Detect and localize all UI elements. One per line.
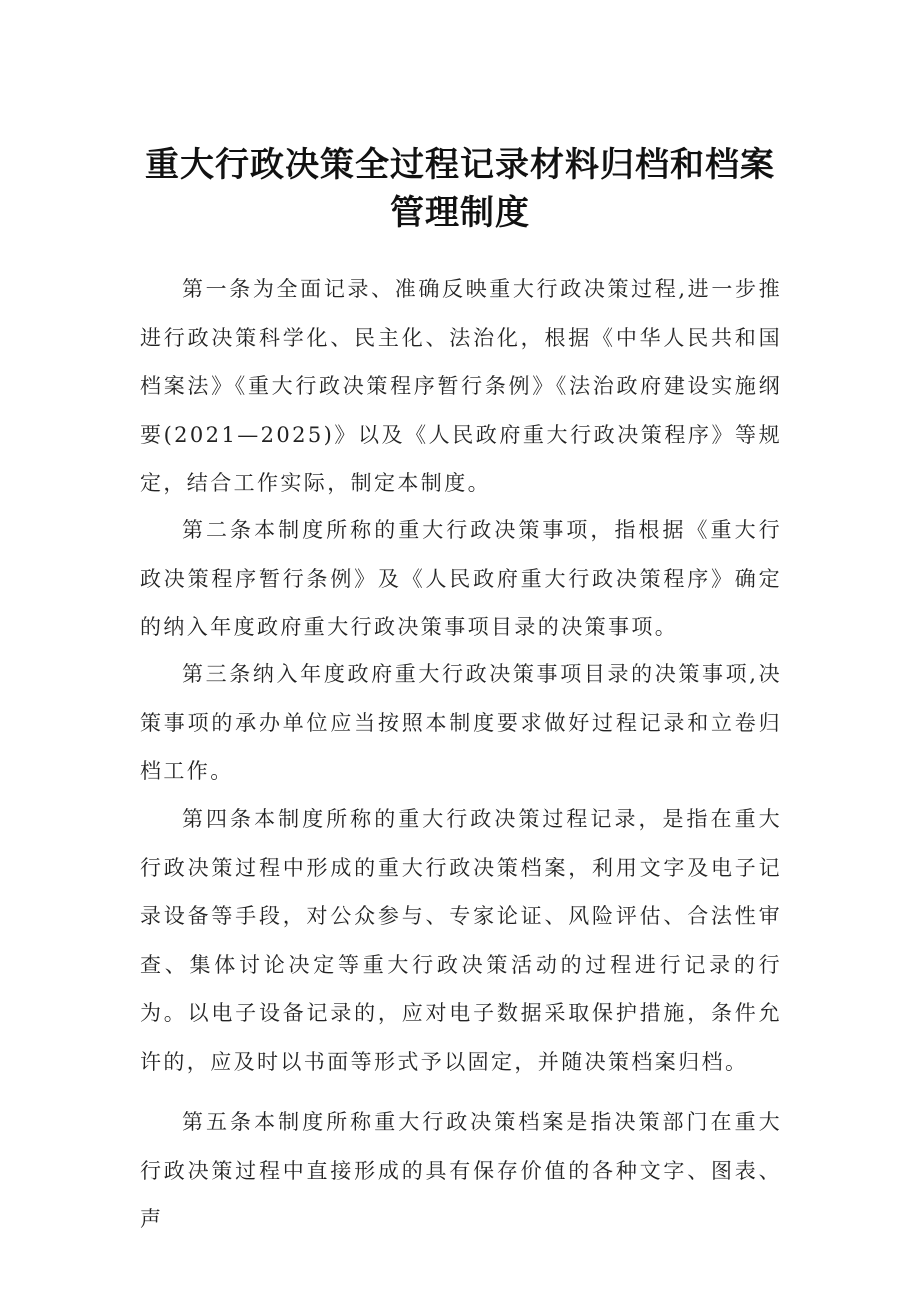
article-3-paragraph: 第三条纳入年度政府重大行政决策事项目录的决策事项,决策事项的承办单位应当按照本制度要求做好过程记录和立卷归档工作。 — [140, 662, 782, 783]
article-1-paragraph: 第一条为全面记录、准确反映重大行政决策过程,进一步推进行政决策科学化、民主化、法治化，根据《中华人民共和国档案法》《重大行政决策程序暂行条例》《法治政府建设实施纲要(2021—2025)》以及《人民政府重大行政决策程序》等规定，结合工作实际，制定本制度。 — [140, 277, 782, 495]
article-5-paragraph: 第五条本制度所称重大行政决策档案是指决策部门在重大行政决策过程中直接形成的具有保存价值的各种文字、图表、声 — [140, 1110, 782, 1231]
article-2-paragraph: 第二条本制度所称的重大行政决策事项，指根据《重大行政决策程序暂行条例》及《人民政府重大行政决策程序》确定的纳入年度政府重大行政决策事项目录的决策事项。 — [140, 518, 782, 639]
article-4-paragraph: 第四条本制度所称的重大行政决策过程记录，是指在重大行政决策过程中形成的重大行政决策档案，利用文字及电子记录设备等手段，对公众参与、专家论证、风险评估、合法性审查、集体讨论决定等重大行政决策活动的过程进行记录的行为。以电子设备记录的，应对电子数据采取保护措施，条件允许的，应及时以书面等形式予以固定，并随决策档案归档。 — [140, 807, 782, 1074]
document-title-line-1: 重大行政决策全过程记录材料归档和档案 — [145, 145, 775, 185]
document-title-line-2: 管理制度 — [390, 193, 530, 233]
